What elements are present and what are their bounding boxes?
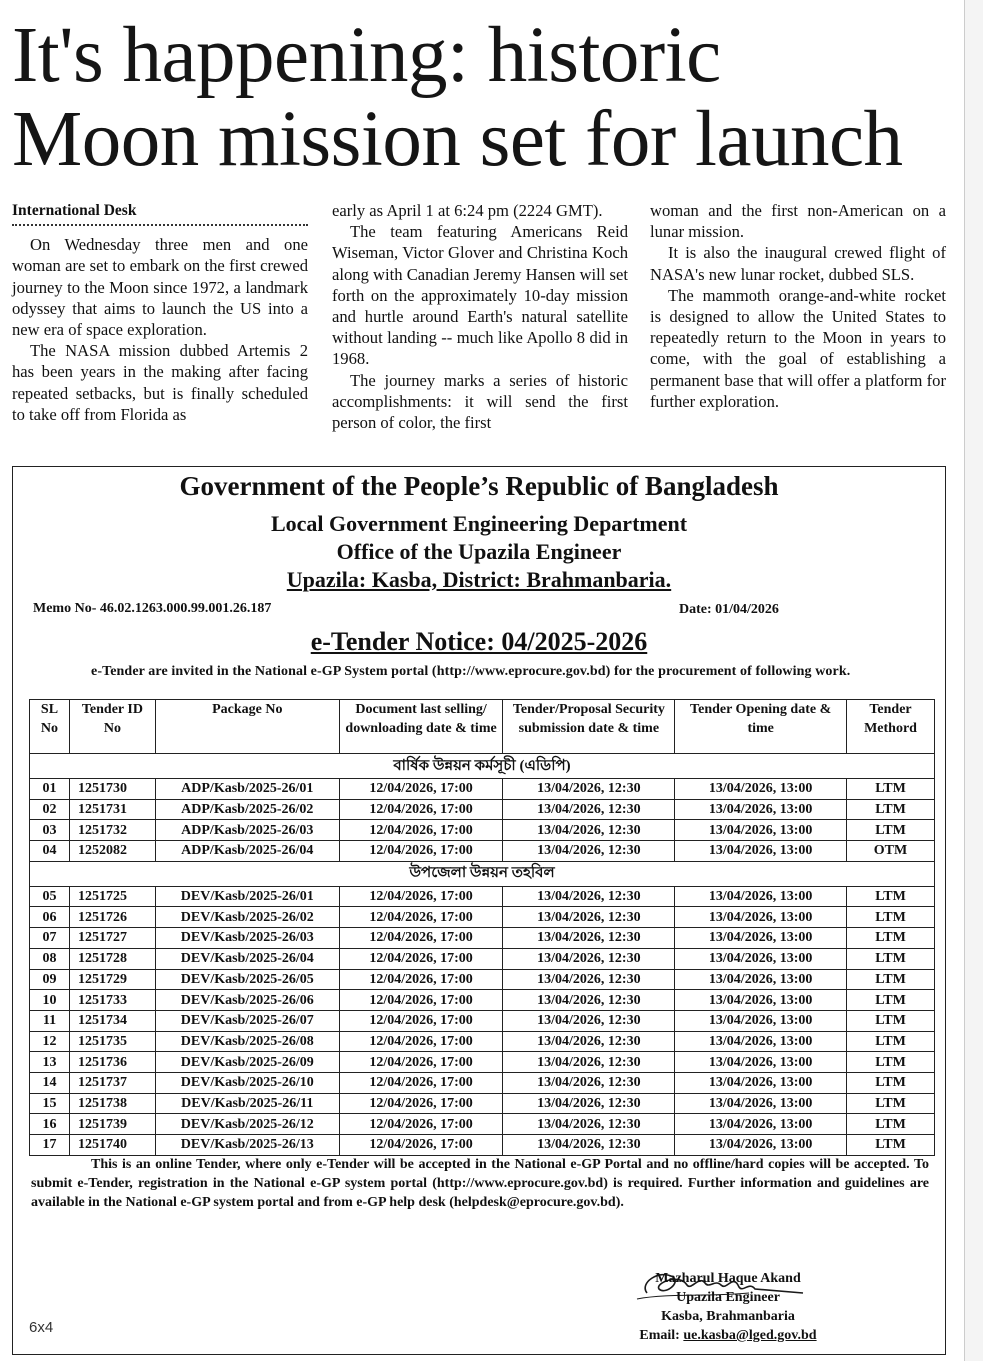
headline-line-1: It's happening: historic <box>12 12 721 99</box>
notice-date: Date: 01/04/2026 <box>679 602 779 617</box>
cell-package: ADP/Kasb/2025-26/01 <box>155 779 339 800</box>
cell-opening: 13/04/2026, 13:00 <box>675 820 847 841</box>
table-row <box>30 948 935 969</box>
footer-text: This is an online Tender, where only e-Tender will be accepted in the National e-GP Portal and no offline/hard copies will be accepted. To submit e-Tender, registration in the National e-GP system portal (http://www.eprocure.gov.bd) is required. Further information and guidelines are available in the National e-GP system portal and from e-GP help desk (helpdesk@eprocure.gov.bd). <box>31 1157 929 1210</box>
cell-security: 13/04/2026, 12:30 <box>503 841 675 862</box>
cell-security: 13/04/2026, 12:30 <box>503 1031 675 1052</box>
notice-government: Government of the People’s Republic of Bangladesh <box>179 471 779 501</box>
cell-package: DEV/Kasb/2025-26/12 <box>155 1114 339 1135</box>
table-row <box>30 1052 935 1073</box>
cell-tender-id: 1251740 <box>69 1135 155 1156</box>
notice-footer <box>31 1155 929 1212</box>
cell-package: DEV/Kasb/2025-26/07 <box>155 1010 339 1031</box>
cell-sl: 17 <box>30 1135 70 1156</box>
article-paragraph: The NASA mission dubbed Artemis 2 has been years in the making after facing repeated setbacks, but is finally scheduled to take off from Florida as <box>12 341 308 424</box>
cell-sl: 09 <box>30 969 70 990</box>
cell-method: LTM <box>847 907 935 928</box>
tender-table <box>29 699 935 1156</box>
signatory-email-line <box>573 1326 883 1345</box>
cell-sl: 16 <box>30 1114 70 1135</box>
header-sl: SL No <box>30 700 70 754</box>
notice-title <box>13 627 945 657</box>
signatory-name: Mazharul Haque Akand <box>655 1271 801 1286</box>
article-paragraph: The team featuring Americans Reid Wiseman, Victor Glover and Christina Koch along with Canadian Jeremy Hansen will set forth on the approximately 10-day mission and hurtle around Earth's natural satellite without landing -- much like Apollo 8 did in 1968. <box>332 222 628 369</box>
cell-security: 13/04/2026, 12:30 <box>503 1135 675 1156</box>
cell-opening: 13/04/2026, 13:00 <box>675 1010 847 1031</box>
cell-package: DEV/Kasb/2025-26/03 <box>155 928 339 949</box>
cell-tender-id: 1251734 <box>69 1010 155 1031</box>
header-document: Document last selling/ downloading date & time <box>339 700 503 754</box>
cell-tender-id: 1251739 <box>69 1114 155 1135</box>
table-row <box>30 1072 935 1093</box>
cell-sl: 14 <box>30 1072 70 1093</box>
cell-method: LTM <box>847 1031 935 1052</box>
cell-package: DEV/Kasb/2025-26/05 <box>155 969 339 990</box>
page-edge <box>964 0 983 1361</box>
cell-package: ADP/Kasb/2025-26/02 <box>155 799 339 820</box>
cell-method: LTM <box>847 928 935 949</box>
cell-document: 12/04/2026, 17:00 <box>339 1093 503 1114</box>
cell-method: LTM <box>847 990 935 1011</box>
cell-sl: 07 <box>30 928 70 949</box>
cell-package: DEV/Kasb/2025-26/10 <box>155 1072 339 1093</box>
table-row <box>30 820 935 841</box>
cell-opening: 13/04/2026, 13:00 <box>675 1114 847 1135</box>
tender-table-body <box>30 754 935 862</box>
cell-security: 13/04/2026, 12:30 <box>503 1093 675 1114</box>
cell-security: 13/04/2026, 12:30 <box>503 1114 675 1135</box>
article-paragraph: The mammoth orange-and-white rocket is designed to allow the United States to repeatedly return to the Moon in years to come, with the goal of establishing a permanent base that will offer a platform for further exploration. <box>650 285 946 411</box>
cell-document: 12/04/2026, 17:00 <box>339 1010 503 1031</box>
cell-package: DEV/Kasb/2025-26/11 <box>155 1093 339 1114</box>
cell-tender-id: 1251737 <box>69 1072 155 1093</box>
cell-package: DEV/Kasb/2025-26/01 <box>155 886 339 907</box>
cell-opening: 13/04/2026, 13:00 <box>675 1135 847 1156</box>
cell-method: LTM <box>847 948 935 969</box>
cell-tender-id: 1251727 <box>69 928 155 949</box>
cell-package: ADP/Kasb/2025-26/03 <box>155 820 339 841</box>
cell-sl: 12 <box>30 1031 70 1052</box>
article-column-3 <box>650 200 946 412</box>
ad-code: 6x4 <box>29 1319 54 1336</box>
article-column-2 <box>332 200 628 433</box>
article-paragraph: The journey marks a series of historic accomplishments: it will send the first person of color, the first <box>332 370 628 433</box>
cell-document: 12/04/2026, 17:00 <box>339 841 503 862</box>
table-row <box>30 907 935 928</box>
cell-opening: 13/04/2026, 13:00 <box>675 886 847 907</box>
cell-document: 12/04/2026, 17:00 <box>339 969 503 990</box>
article-paragraph: early as April 1 at 6:24 pm (2224 GMT). <box>332 201 603 220</box>
signatory <box>573 1269 883 1345</box>
table-row <box>30 969 935 990</box>
notice-intro: e-Tender are invited in the National e-GP System portal (http://www.eprocure.gov.bd) for the procurement of following work. <box>91 664 851 679</box>
cell-package: DEV/Kasb/2025-26/08 <box>155 1031 339 1052</box>
cell-security: 13/04/2026, 12:30 <box>503 907 675 928</box>
section-row <box>30 861 935 886</box>
cell-document: 12/04/2026, 17:00 <box>339 1072 503 1093</box>
header-tender-id: Tender ID No <box>69 700 155 754</box>
cell-method: LTM <box>847 1010 935 1031</box>
cell-sl: 03 <box>30 820 70 841</box>
cell-security: 13/04/2026, 12:30 <box>503 1052 675 1073</box>
signatory-email: ue.kasba@lged.gov.bd <box>683 1328 817 1343</box>
cell-method: LTM <box>847 1052 935 1073</box>
cell-security: 13/04/2026, 12:30 <box>503 799 675 820</box>
cell-security: 13/04/2026, 12:30 <box>503 969 675 990</box>
cell-sl: 08 <box>30 948 70 969</box>
cell-method: OTM <box>847 841 935 862</box>
cell-tender-id: 1251735 <box>69 1031 155 1052</box>
table-row <box>30 1114 935 1135</box>
table-row <box>30 990 935 1011</box>
cell-document: 12/04/2026, 17:00 <box>339 799 503 820</box>
article-paragraph: woman and the first non-American on a lunar mission. <box>650 201 946 242</box>
cell-sl: 10 <box>30 990 70 1011</box>
tender-table-body-2 <box>30 861 935 1155</box>
cell-document: 12/04/2026, 17:00 <box>339 948 503 969</box>
cell-sl: 01 <box>30 779 70 800</box>
cell-document: 12/04/2026, 17:00 <box>339 886 503 907</box>
table-row <box>30 1031 935 1052</box>
cell-opening: 13/04/2026, 13:00 <box>675 907 847 928</box>
cell-security: 13/04/2026, 12:30 <box>503 990 675 1011</box>
notice-upazila <box>13 567 945 593</box>
cell-method: LTM <box>847 969 935 990</box>
cell-document: 12/04/2026, 17:00 <box>339 779 503 800</box>
cell-package: DEV/Kasb/2025-26/13 <box>155 1135 339 1156</box>
cell-tender-id: 1251725 <box>69 886 155 907</box>
cell-sl: 05 <box>30 886 70 907</box>
cell-tender-id: 1251730 <box>69 779 155 800</box>
table-row <box>30 841 935 862</box>
cell-tender-id: 1251729 <box>69 969 155 990</box>
article-desk: International Desk <box>12 200 308 226</box>
header-package: Package No <box>155 700 339 754</box>
cell-tender-id: 1251738 <box>69 1093 155 1114</box>
cell-document: 12/04/2026, 17:00 <box>339 907 503 928</box>
cell-tender-id: 1251731 <box>69 799 155 820</box>
table-row <box>30 886 935 907</box>
cell-document: 12/04/2026, 17:00 <box>339 820 503 841</box>
cell-security: 13/04/2026, 12:30 <box>503 886 675 907</box>
section-development-fund: উপজেলা উন্নয়ন তহবিল <box>30 861 935 886</box>
signatory-title: Upazila Engineer <box>676 1290 780 1305</box>
memo-number: Memo No- 46.02.1263.000.99.001.26.187 <box>33 601 272 616</box>
cell-opening: 13/04/2026, 13:00 <box>675 928 847 949</box>
header-opening: Tender Opening date & time <box>675 700 847 754</box>
cell-package: DEV/Kasb/2025-26/04 <box>155 948 339 969</box>
cell-sl: 11 <box>30 1010 70 1031</box>
cell-document: 12/04/2026, 17:00 <box>339 1114 503 1135</box>
cell-opening: 13/04/2026, 13:00 <box>675 1031 847 1052</box>
cell-sl: 04 <box>30 841 70 862</box>
header-method: Tender Methord <box>847 700 935 754</box>
cell-package: DEV/Kasb/2025-26/09 <box>155 1052 339 1073</box>
cell-security: 13/04/2026, 12:30 <box>503 1010 675 1031</box>
cell-opening: 13/04/2026, 13:00 <box>675 799 847 820</box>
cell-package: DEV/Kasb/2025-26/02 <box>155 907 339 928</box>
cell-sl: 06 <box>30 907 70 928</box>
cell-tender-id: 1251732 <box>69 820 155 841</box>
cell-opening: 13/04/2026, 13:00 <box>675 1052 847 1073</box>
article-column-1 <box>12 200 308 425</box>
cell-security: 13/04/2026, 12:30 <box>503 928 675 949</box>
cell-sl: 15 <box>30 1093 70 1114</box>
cell-document: 12/04/2026, 17:00 <box>339 1052 503 1073</box>
cell-sl: 02 <box>30 799 70 820</box>
cell-method: LTM <box>847 779 935 800</box>
notice-department: Local Government Engineering Department <box>270 511 688 536</box>
cell-tender-id: 1251733 <box>69 990 155 1011</box>
table-row <box>30 799 935 820</box>
cell-method: LTM <box>847 1135 935 1156</box>
cell-package: ADP/Kasb/2025-26/04 <box>155 841 339 862</box>
table-row <box>30 928 935 949</box>
signatory-place: Kasba, Brahmanbaria <box>661 1309 795 1324</box>
cell-opening: 13/04/2026, 13:00 <box>675 1072 847 1093</box>
table-row <box>30 779 935 800</box>
cell-package: DEV/Kasb/2025-26/06 <box>155 990 339 1011</box>
article-paragraph: On Wednesday three men and one woman are set to embark on the first crewed journey to the Moon since 1972, a landmark odyssey that aims to launch the US into a new era of space exploration. <box>12 235 308 340</box>
notice-title-text: e-Tender Notice: 04/2025-2026 <box>310 627 648 656</box>
cell-opening: 13/04/2026, 13:00 <box>675 969 847 990</box>
cell-method: LTM <box>847 1114 935 1135</box>
cell-opening: 13/04/2026, 13:00 <box>675 1093 847 1114</box>
article <box>12 200 944 458</box>
cell-security: 13/04/2026, 12:30 <box>503 779 675 800</box>
cell-document: 12/04/2026, 17:00 <box>339 990 503 1011</box>
table-row <box>30 1135 935 1156</box>
cell-opening: 13/04/2026, 13:00 <box>675 779 847 800</box>
cell-sl: 13 <box>30 1052 70 1073</box>
cell-document: 12/04/2026, 17:00 <box>339 928 503 949</box>
notice-upazila-text: Upazila: Kasba, District: Brahmanbaria. <box>286 567 672 592</box>
cell-opening: 13/04/2026, 13:00 <box>675 990 847 1011</box>
tender-notice <box>12 466 946 1355</box>
section-adp: বার্ষিক উন্নয়ন কর্মসূচী (এডিপি) <box>30 754 935 779</box>
cell-method: LTM <box>847 1072 935 1093</box>
table-row <box>30 1093 935 1114</box>
article-paragraph: It is also the inaugural crewed flight of NASA's new lunar rocket, dubbed SLS. <box>650 243 946 284</box>
cell-tender-id: 1251736 <box>69 1052 155 1073</box>
cell-tender-id: 1251726 <box>69 907 155 928</box>
cell-security: 13/04/2026, 12:30 <box>503 948 675 969</box>
cell-method: LTM <box>847 886 935 907</box>
notice-office: Office of the Upazila Engineer <box>336 539 622 564</box>
signatory-email-label: Email: <box>639 1328 684 1343</box>
table-header-row <box>30 700 935 754</box>
header-security: Tender/Proposal Security submission date & time <box>503 700 675 754</box>
cell-opening: 13/04/2026, 13:00 <box>675 948 847 969</box>
headline-line-2: Moon mission set for launch <box>12 96 903 183</box>
section-row <box>30 754 935 779</box>
cell-method: LTM <box>847 799 935 820</box>
table-row <box>30 1010 935 1031</box>
cell-tender-id: 1252082 <box>69 841 155 862</box>
cell-document: 12/04/2026, 17:00 <box>339 1031 503 1052</box>
cell-tender-id: 1251728 <box>69 948 155 969</box>
headline <box>12 14 952 182</box>
cell-opening: 13/04/2026, 13:00 <box>675 841 847 862</box>
cell-security: 13/04/2026, 12:30 <box>503 820 675 841</box>
cell-method: LTM <box>847 820 935 841</box>
cell-security: 13/04/2026, 12:30 <box>503 1072 675 1093</box>
cell-method: LTM <box>847 1093 935 1114</box>
cell-document: 12/04/2026, 17:00 <box>339 1135 503 1156</box>
